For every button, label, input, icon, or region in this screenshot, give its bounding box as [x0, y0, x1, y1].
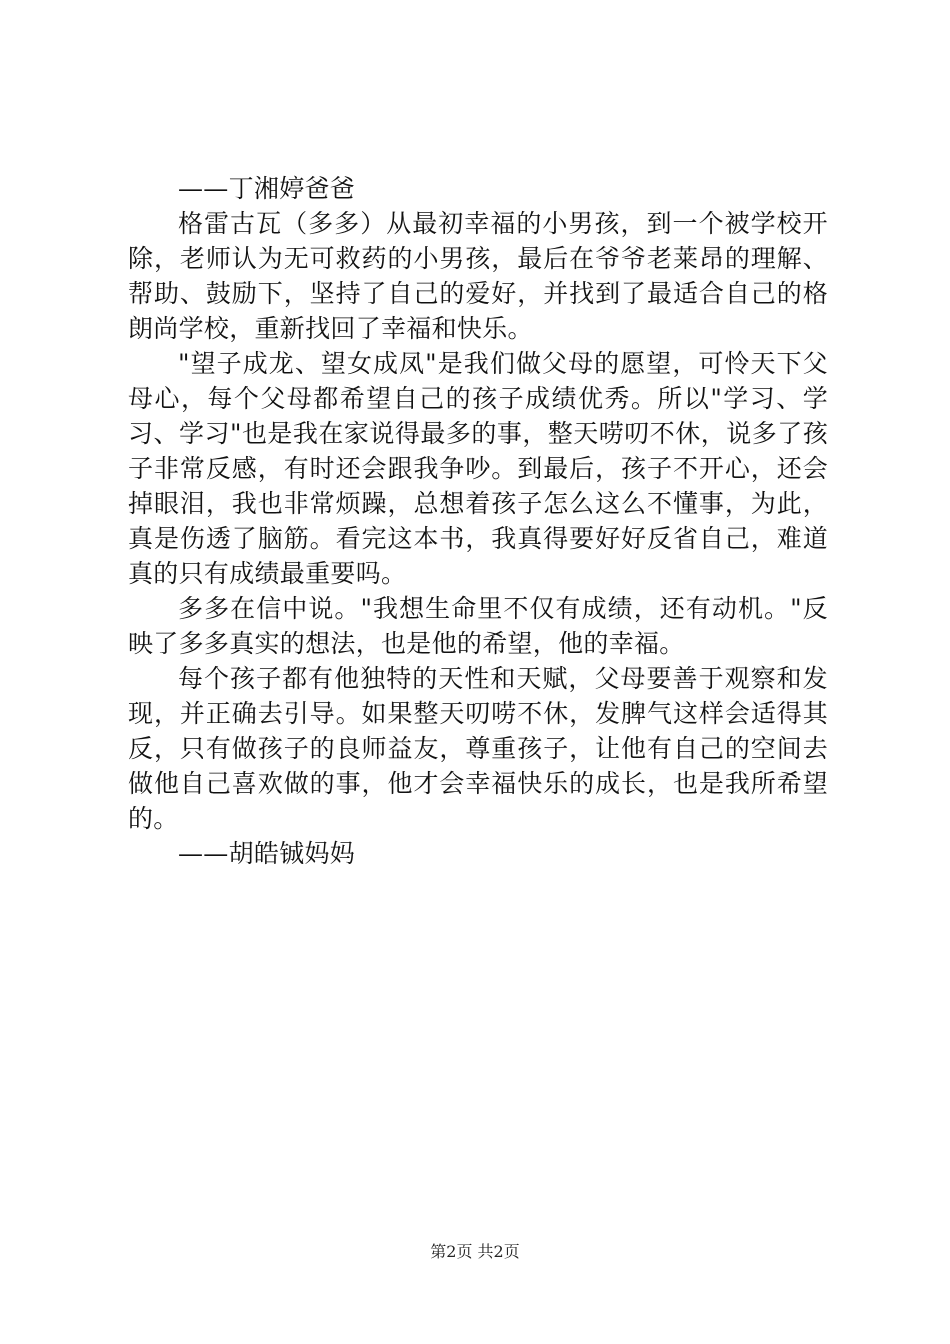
signature-ding-xiangting-father: ——丁湘婷爸爸	[178, 174, 356, 203]
document-body	[128, 171, 828, 871]
paragraph-1: 格雷古瓦（多多）从最初幸福的小男孩，到一个被学校开除，老师认为无可救药的小男孩，最后在爷爷老莱昂的理解、帮助、鼓励下，坚持了自己的爱好，并找到了最适合自己的格朗尚学校，重新找回了幸福和快乐。	[128, 209, 828, 343]
paragraph-3: 多多在信中说。"我想生命里不仅有成绩，还有动机。"反映了多多真实的想法，也是他的希望，他的幸福。	[128, 594, 828, 658]
page-number-footer: 第2页 共2页	[430, 1242, 520, 1261]
paragraph-4: 每个孩子都有他独特的天性和天赋，父母要善于观察和发现，并正确去引导。如果整天叨唠不休，发脾气这样会适得其反，只有做孩子的良师益友，尊重孩子，让他有自己的空间去做他自己喜欢做的事，他才会幸福快乐的成长，也是我所希望的。	[128, 664, 828, 833]
paragraph-2: "望子成龙、望女成凤"是我们做父母的愿望，可怜天下父母心，每个父母都希望自己的孩子成绩优秀。所以"学习、学习、学习"也是我在家说得最多的事，整天唠叨不休，说多了孩子非常反感，有时还会跟我争吵。到最后，孩子不开心，还会掉眼泪，我也非常烦躁，总想着孩子怎么这么不懂事，为此，真是伤透了脑筋。看完这本书，我真得要好好反省自己，难道真的只有成绩最重要吗。	[128, 349, 828, 588]
signature-hu-haocheng-mother: ——胡皓铖妈妈	[178, 839, 356, 868]
